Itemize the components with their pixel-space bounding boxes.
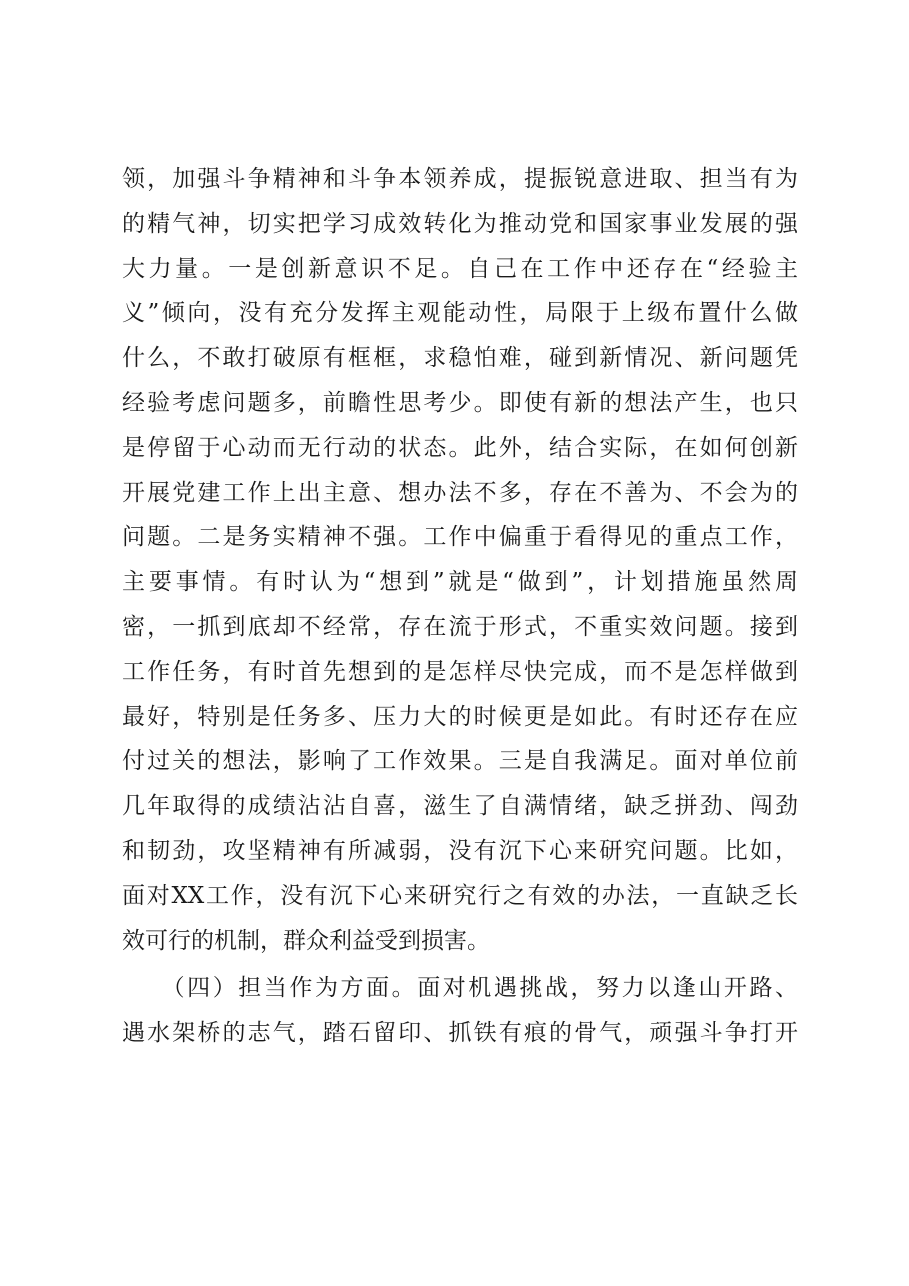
text-line: 是停留于心动而无行动的状态。此外，结合实际，在如何创新	[122, 434, 798, 461]
paragraph	[122, 966, 798, 1056]
text-line: 工作任务，有时首先想到的是怎样尽快完成，而不是怎样做到	[122, 658, 798, 685]
text-line: 效可行的机制，群众利益受到损害。	[122, 927, 490, 954]
text-line: 主要事情。有时认为“想到”就是“做到”，计划措施虽然周	[122, 569, 798, 596]
text-line: 大力量。一是创新意识不足。自己在工作中还存在“经验主	[122, 255, 798, 282]
text-line: 经验考虑问题多，前瞻性思考少。即使有新的想法产生，也只	[122, 389, 798, 416]
text-line: 付过关的想法，影响了工作效果。三是自我满足。面对单位前	[122, 748, 798, 775]
text-line: 和韧劲，攻坚精神有所减弱，没有沉下心来研究问题。比如，	[122, 837, 798, 864]
text-line: 的精气神，切实把学习成效转化为推动党和国家事业发展的强	[122, 210, 798, 237]
text-line: （四）担当作为方面。面对机遇挑战，努力以逢山开路、	[122, 975, 798, 1002]
body-text	[122, 157, 798, 1056]
text-line: 几年取得的成绩沾沾自喜，滋生了自满情绪，缺乏拼劲、闯劲	[122, 793, 798, 820]
text-line: 问题。二是务实精神不强。工作中偏重于看得见的重点工作，	[122, 524, 798, 551]
text-line: 遇水架桥的志气，踏石留印、抓铁有痕的骨气，顽强斗争打开	[122, 1020, 798, 1047]
text-line: 领，加强斗争精神和斗争本领养成，提振锐意进取、担当有为	[122, 166, 798, 192]
paragraph	[122, 157, 798, 963]
text-line: 义”倾向，没有充分发挥主观能动性，局限于上级布置什么做	[122, 300, 798, 327]
text-line: 面对XX工作，没有沉下心来研究行之有效的办法，一直缺乏长	[122, 882, 798, 909]
text-line: 最好，特别是任务多、压力大的时候更是如此。有时还存在应	[122, 703, 798, 730]
text-line: 开展党建工作上出主意、想办法不多，存在不善为、不会为的	[122, 479, 798, 506]
text-line: 什么，不敢打破原有框框，求稳怕难，碰到新情况、新问题凭	[122, 345, 798, 372]
text-line: 密，一抓到底却不经常，存在流于形式，不重实效问题。接到	[122, 613, 798, 640]
